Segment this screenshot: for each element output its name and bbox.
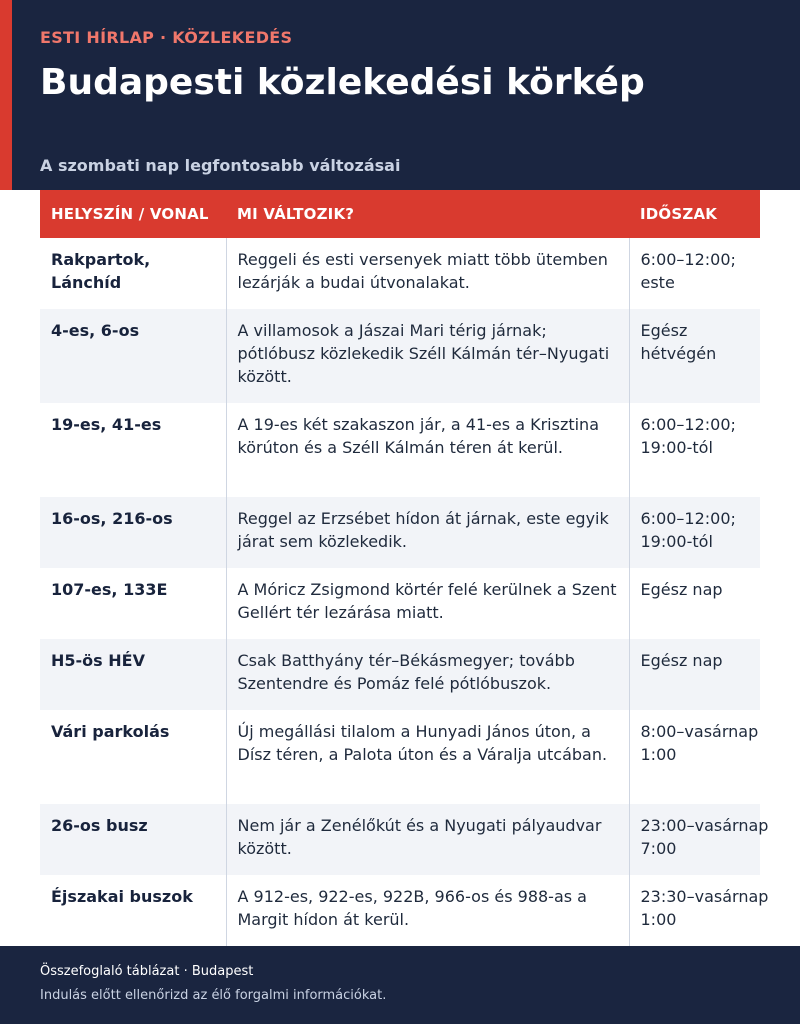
row-period: [629, 238, 760, 309]
row-period: Egész nap: [640, 580, 723, 599]
row-period: [629, 804, 769, 875]
page-title: Budapesti közlekedési körkép: [40, 62, 645, 103]
accent-bar: [0, 0, 12, 190]
period-line: 19:00-tól: [640, 532, 713, 551]
period-line: 23:00–vasárnap: [640, 816, 769, 835]
row-change: Nem jár a Zenélőkút és a Nyugati pályaudvar között.: [226, 804, 629, 875]
period-line: 8:00–vasárnap: [640, 722, 759, 741]
row-location: Rakpartok, Lánchíd: [40, 238, 226, 309]
period-line: 1:00: [640, 745, 677, 764]
period-line: 7:00: [640, 839, 677, 858]
page-subtitle: A szombati nap legfontosabb változásai: [40, 156, 401, 175]
period-line: este: [640, 273, 675, 292]
table-row: [40, 804, 760, 875]
period-line: hétvégén: [640, 344, 717, 363]
row-location: 107-es, 133E: [40, 568, 226, 639]
row-change: Reggeli és esti versenyek miatt több ütemben lezárják a budai útvonalakat.: [226, 238, 629, 309]
row-period: [629, 403, 760, 497]
period-line: 6:00–12:00;: [640, 509, 736, 528]
row-change: A 19-es két szakaszon jár, a 41-es a Krisztina körúton és a Széll Kálmán téren át kerül.: [226, 403, 629, 497]
period-line: 6:00–12:00;: [640, 415, 736, 434]
period-line: 6:00–12:00;: [640, 250, 736, 269]
period-line: Egész: [640, 321, 688, 340]
table-row: [40, 875, 760, 946]
row-period: [629, 710, 760, 804]
row-location: Vári parkolás: [40, 710, 226, 804]
row-location: 26-os busz: [40, 804, 226, 875]
footer-note: Indulás előtt ellenőrizd az élő forgalmi információkat.: [40, 988, 387, 1003]
row-change: Új megállási tilalom a Hunyadi János úton, a Dísz téren, a Palota úton és a Váralja utcában.: [226, 710, 629, 804]
table-row: [40, 639, 760, 710]
table-header-row: [40, 190, 760, 238]
kicker: ESTI HÍRLAP · KÖZLEKEDÉS: [40, 28, 293, 47]
column-header-change: MI VÁLTOZIK?: [226, 190, 629, 238]
row-change: A villamosok a Jászai Mari térig járnak; pótlóbusz közlekedik Széll Kálmán tér–Nyugati között.: [226, 309, 629, 403]
table-row: [40, 710, 760, 804]
row-location: 4-es, 6-os: [40, 309, 226, 403]
table-row: [40, 497, 760, 568]
row-change: Csak Batthyány tér–Békásmegyer; tovább Szentendre és Pomáz felé pótlóbuszok.: [226, 639, 629, 710]
row-location: H5-ös HÉV: [40, 639, 226, 710]
period-line: 1:00: [640, 910, 677, 929]
row-location: Éjszakai buszok: [40, 875, 226, 946]
footer: [0, 946, 800, 1024]
table-row: [40, 403, 760, 497]
row-location: 19-es, 41-es: [40, 403, 226, 497]
table-area: [0, 190, 800, 946]
table-row: [40, 568, 760, 639]
table-row: [40, 309, 760, 403]
row-location: 16-os, 216-os: [40, 497, 226, 568]
table-row: [40, 238, 760, 309]
row-period: Egész nap: [629, 639, 760, 710]
changes-table: [40, 190, 769, 946]
row-period: [629, 875, 769, 946]
column-header-location: HELYSZÍN / VONAL: [40, 190, 226, 238]
period-line: 23:30–vasárnap: [640, 887, 769, 906]
footer-title: Összefoglaló táblázat · Budapest: [40, 964, 254, 979]
row-period: [629, 309, 760, 403]
period-line: 19:00-tól: [640, 438, 713, 457]
column-header-period: IDŐSZAK: [629, 190, 760, 238]
row-change: A 912-es, 922-es, 922B, 966-os és 988-as a Margit hídon át kerül.: [226, 875, 629, 946]
row-change: Reggel az Erzsébet hídon át járnak, este egyik járat sem közlekedik.: [226, 497, 629, 568]
row-period: [629, 497, 760, 568]
row-change: A Móricz Zsigmond körtér felé kerülnek a Szent Gellért tér lezárása miatt.: [226, 568, 629, 639]
